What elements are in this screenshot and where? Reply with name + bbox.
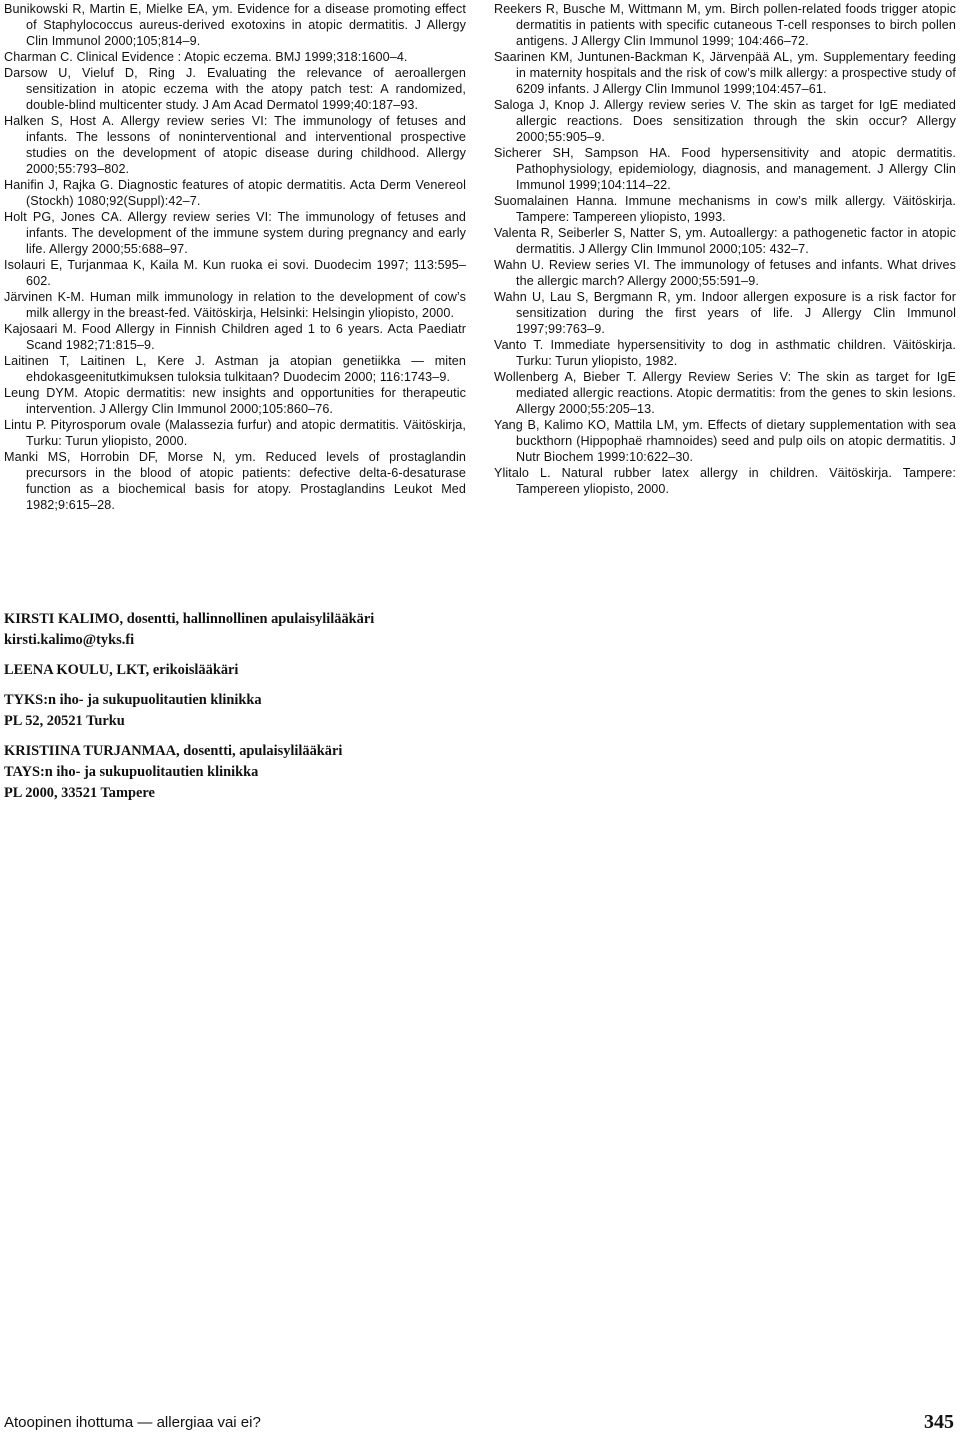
- reference-item: Laitinen T, Laitinen L, Kere J. Astman ja atopian genetiikka — miten ehdokasgeenitutkimuksen tuloksia tulkitaan? Duodecim 2000; 116:1743–9.: [4, 354, 466, 384]
- reference-item: Hanifin J, Rajka G. Diagnostic features of atopic dermatitis. Acta Derm Venereol (Stockh) 1080;92(Suppl):42–7.: [4, 178, 466, 208]
- affiliation-address: PL 2000, 33521 Tampere: [4, 785, 155, 801]
- affiliation-name: TYKS:n iho- ja sukupuolitautien klinikka: [4, 692, 262, 708]
- reference-item: Suomalainen Hanna. Immune mechanisms in cow’s milk allergy. Väitöskirja. Tampere: Tampereen yliopisto, 1993.: [494, 194, 956, 224]
- author-name-title: LEENA KOULU, LKT, erikoislääkäri: [4, 662, 239, 678]
- author-contacts: [4, 609, 704, 813]
- page-number: 345: [924, 1411, 954, 1433]
- reference-item: Bunikowski R, Martin E, Mielke EA, ym. Evidence for a disease promoting effect of Staphylococcus aureus-derived exotoxins in atopic dermatitis. J Allergy Clin Immunol 2000;105;814–9.: [4, 2, 466, 48]
- reference-item: Vanto T. Immediate hypersensitivity to dog in asthmatic children. Väitöskirja. Turku: Turun yliopisto, 1982.: [494, 338, 956, 368]
- reference-item: Järvinen K-M. Human milk immunology in relation to the development of cow’s milk allergy in the breast-fed. Väitöskirja, Helsinki: Helsingin yliopisto, 2000.: [4, 290, 466, 320]
- reference-item: Manki MS, Horrobin DF, Morse N, ym. Reduced levels of prostaglandin precursors in the blood of atopic patients: defective delta-6-desaturase function as a biochemical basis for atopy. Prostaglandins Leukot Med 1982;9:615–28.: [4, 450, 466, 512]
- affiliation-address: PL 52, 20521 Turku: [4, 713, 125, 729]
- reference-item: Ylitalo L. Natural rubber latex allergy in children. Väitöskirja. Tampere: Tampereen yliopisto, 2000.: [494, 466, 956, 496]
- reference-item: Lintu P. Pityrosporum ovale (Malassezia furfur) and atopic dermatitis. Väitöskirja, Turku: Turun yliopisto, 2000.: [4, 418, 466, 448]
- author-name-title: KRISTIINA TURJANMAA, dosentti, apulaisylilääkäri: [4, 743, 343, 759]
- references-right-column: [494, 1, 956, 497]
- author-turjanmaa: [4, 741, 704, 804]
- reference-item: Charman C. Clinical Evidence : Atopic eczema. BMJ 1999;318:1600–4.: [4, 50, 408, 64]
- reference-item: Sicherer SH, Sampson HA. Food hypersensitivity and atopic dermatitis. Pathophysiology, epidemiology, diagnosis, and management. J Allergy Clin Immunol 1999;104:114–22.: [494, 146, 956, 192]
- footer-title: Atoopinen ihottuma — allergiaa vai ei?: [4, 1414, 261, 1431]
- reference-item: Wollenberg A, Bieber T. Allergy Review Series V: The skin as target for IgE mediated allergic reactions. Atopic dermatitis: from the genes to skin lesions. Allergy 2000;55:205–13.: [494, 370, 956, 416]
- references-left-column: [4, 1, 466, 513]
- reference-item: Saarinen KM, Juntunen-Backman K, Järvenpää AL, ym. Supplementary feeding in maternity hospitals and the risk of cow’s milk allergy: a prospective study of 6209 infants. J Allergy Clin Immunol 1999;104:457–61.: [494, 50, 956, 96]
- reference-item: Wahn U, Lau S, Bergmann R, ym. Indoor allergen exposure is a risk factor for sensitization during the first years of life. J Allergy Clin Immunol 1997;99:763–9.: [494, 290, 956, 336]
- reference-item: Saloga J, Knop J. Allergy review series V. The skin as target for IgE mediated allergic reactions. Does sensitization through the skin occur? Allergy 2000;55:905–9.: [494, 98, 956, 144]
- affiliation-tyks: [4, 690, 704, 732]
- reference-item: Reekers R, Busche M, Wittmann M, ym. Birch pollen-related foods trigger atopic dermatitis in patients with specific cutaneous T-cell responses to birch pollen antigens. J Allergy Clin Immunol 1999; 104:466–72.: [494, 2, 956, 48]
- author-name-title: KIRSTI KALIMO, dosentti, hallinnollinen apulaisylilääkäri: [4, 611, 375, 627]
- author-email: kirsti.kalimo@tyks.fi: [4, 632, 135, 648]
- reference-item: Leung DYM. Atopic dermatitis: new insights and opportunities for therapeutic intervention. J Allergy Clin Immunol 2000;105:860–76.: [4, 386, 466, 416]
- reference-item: Halken S, Host A. Allergy review series VI: The immunology of fetuses and infants. The lessons of noninterventional and interventional prospective studies on the development of atopic disease during childhood. Allergy 2000;55:793–802.: [4, 114, 466, 176]
- reference-item: Isolauri E, Turjanmaa K, Kaila M. Kun ruoka ei sovi. Duodecim 1997; 113:595–602.: [4, 258, 466, 288]
- reference-item: Wahn U. Review series VI. The immunology of fetuses and infants. What drives the allergic march? Allergy 2000;55:591–9.: [494, 258, 956, 288]
- reference-item: Yang B, Kalimo KO, Mattila LM, ym. Effects of dietary supplementation with sea buckthorn (Hippophaë rhamnoides) seed and pulp oils on atopic dermatitis. J Nutr Biochem 1999:10:622–30.: [494, 418, 956, 464]
- reference-item: Holt PG, Jones CA. Allergy review series VI: The immunology of fetuses and infants. The development of the immune system during pregnancy and early life. Allergy 2000;55:688–97.: [4, 210, 466, 256]
- author-kalimo: [4, 609, 704, 651]
- affiliation-name: TAYS:n iho- ja sukupuolitautien klinikka: [4, 764, 259, 780]
- reference-item: Valenta R, Seiberler S, Natter S, ym. Autoallergy: a pathogenetic factor in atopic dermatitis. J Allergy Clin Immunol 2000;105: 432–7.: [494, 226, 956, 256]
- reference-item: Darsow U, Vieluf D, Ring J. Evaluating the relevance of aeroallergen sensitization in atopic eczema with the atopy patch test: A randomized, double-blind multicenter study. J Am Acad Dermatol 1999;40:187–93.: [4, 66, 466, 112]
- reference-item: Kajosaari M. Food Allergy in Finnish Children aged 1 to 6 years. Acta Paediatr Scand 1982;71:815–9.: [4, 322, 466, 352]
- author-koulu: [4, 660, 704, 681]
